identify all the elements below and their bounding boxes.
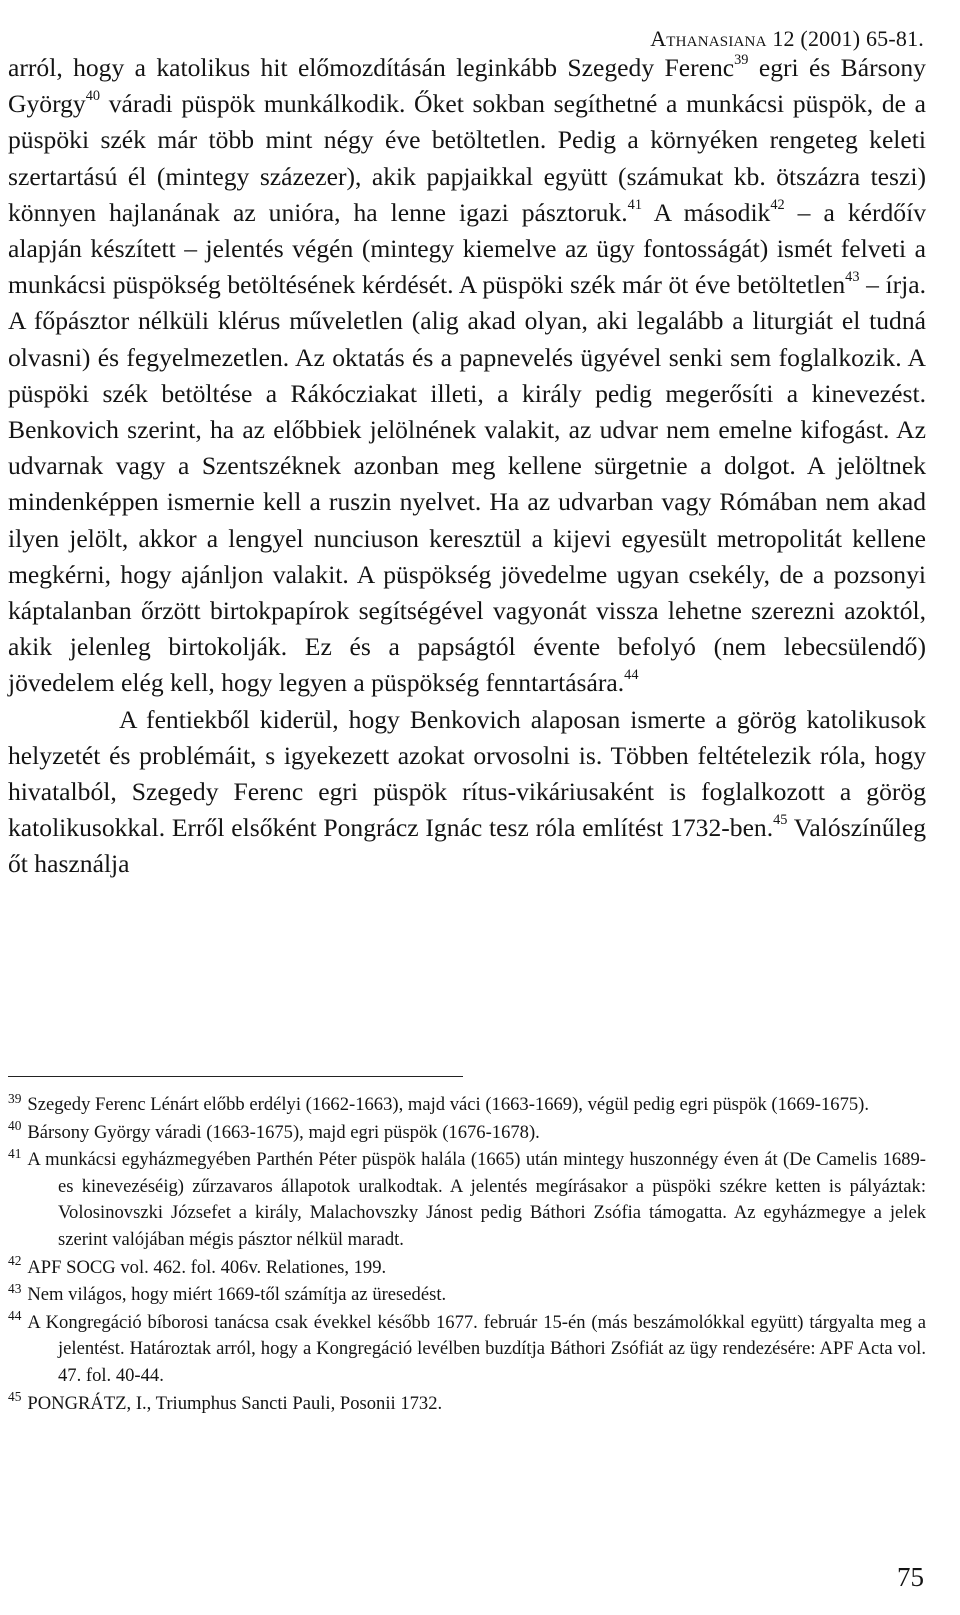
footnote-number: 42 [8,1253,22,1269]
text-run: – írja. A főpásztor nélküli klérus műveletlen (alig akad olyan, aki legalább a liturgiát el tudná olvasni) és fegyelmezetlen. Az oktatás és a papnevelés ügyével senki sem foglalkozik. A püspöki szék betöltése a Rákócziakat illeti, a király pedig megerősíti a kinevezést. Benkovich szerint, ha az előbbiek jelölnének valakit, az udvar nem emelne kifogást. Az udvarnak vagy a Szentszéknek azonban meg kellene sürgetnie a dolgot. A jelöltnek mindenképpen ismernie kell a ruszin nyelvet. Ha az udvarban vagy Rómában nem akad ilyen jelölt, akkor a lengyel nunciuson keresztül a kijevi egyesült metropolitát kellene megkérni, hogy ajánljon valakit. A püspökség jövedelme ugyan csekély, de a pozsonyi káptalanban őrzött birtokpapírok segítségével vagyonát vissza lehetne szerezni azoktól, akik jelenleg birtokolják. Ez és a papságtól évente befolyó (nem lebecsülendő) jövedelem elég kell, hogy legyen a püspökség fenntartására. [8,270,926,698]
footnote-41 [8,1147,926,1253]
footnotes [8,1092,926,1418]
text-run: A fentiekből kiderül, hogy Benkovich alaposan ismerte a görög katolikusok helyzetét és problémáit, s igyekezett azokat orvosolni is. Többen feltételezik róla, hogy hivatalból, Szegedy Ferenc egri püspök rítus-vikáriusaként is foglalkozott a görög katolikusokkal. Erről elsőként Pongrácz Ignác tesz róla említést 1732-ben. [8,704,926,843]
running-header [650,26,924,52]
footnote-ref-39[interactable]: 39 [734,51,749,68]
footnote-text: APF SOCG vol. 462. fol. 406v. Relationes, 199. [27,1256,387,1278]
footnote-number: 44 [8,1308,22,1324]
footnote-42 [8,1255,926,1282]
footnote-number: 39 [8,1090,22,1106]
text-run: egri és Bársony György [8,53,926,119]
footnote-45 [8,1391,926,1418]
footnote-40 [8,1120,926,1147]
footnote-separator [8,1076,463,1077]
footnote-ref-44[interactable]: 44 [624,667,639,684]
text-run: arról, hogy a katolikus hit előmozdításán leginkább Szegedy Ferenc [8,53,735,82]
footnote-text: PONGRÁTZ, I., Triumphus Sancti Pauli, Posonii 1732. [27,1392,443,1414]
footnote-number: 43 [8,1280,22,1296]
journal-initial: A [650,26,667,51]
footnote-ref-41[interactable]: 41 [627,196,642,213]
footnote-text: Szegedy Ferenc Lénárt előbb erdélyi (1662-1663), majd váci (1663-1669), végül pedig egri püspök (1669-1675). [27,1094,870,1115]
footnote-number: 40 [8,1118,22,1134]
text-run: – a kérdőív alapján készített – jelentés végén (mintegy kiemelve az ügy fontosságát) ismét felveti a munkácsi püspökség betöltésének kérdését. A püspöki szék már öt éve betöltetlen [8,197,926,300]
footnote-ref-42[interactable]: 42 [770,196,785,213]
journal-name-rest: thanasiana [666,26,767,51]
paragraph-1 [8,50,926,702]
footnote-text: Bársony György váradi (1663-1675), majd egri püspök (1676-1678). [27,1121,540,1143]
footnote-text: Nem világos, hogy miért 1669-től számítja az üresedést. [27,1284,447,1306]
footnote-39 [8,1092,926,1119]
footnote-text: A munkácsi egyházmegyében Parthén Péter püspök halála (1665) után mintegy huszonnégy éven át (De Camelis 1689-es kinevezéséig) zűrzavaros állapotok uralkodtak. A jelentés megírásakor a püspöki székre ketten is pályáztak: Volosinovszki Józsefet a király, Malachovszky Jánost pedig Báthori Zsófia támogatta. Az egyházmegye a jelek szerint valójában mégis pásztor nélkül maradt. [27,1149,926,1250]
main-text [8,50,926,883]
footnote-number: 45 [8,1389,22,1405]
footnote-44 [8,1310,926,1390]
journal-issue: 12 (2001) 65-81. [772,26,924,51]
page-number: 75 [897,1562,924,1592]
text-run: A második [641,197,771,227]
footnote-43 [8,1282,926,1309]
footnote-ref-45[interactable]: 45 [773,812,788,829]
footnote-ref-43[interactable]: 43 [845,269,860,286]
footnote-text: A Kongregáció bíborosi tanácsa csak évekkel később 1677. február 15-én (más beszámolókkal együtt) tárgyalta meg a jelentést. Határoztak arról, hogy a Kongregáció levélben buzdítja Báthori Zsófiát az ügy rendezésére: APF Acta vol. 47. fol. 40-44. [27,1311,926,1386]
footnote-ref-40[interactable]: 40 [85,88,101,105]
footnote-number: 41 [8,1145,22,1161]
paragraph-2 [8,702,926,883]
text-run: Valószínűleg őt használja [8,813,926,879]
text-run: váradi püspök munkálkodik. Őket sokban segíthetné a munkácsi püspök, de a püspöki szék már több mint négy éve betöltetlen. Pedig a környéken rengeteg keleti szertartású él (mintegy százezer), akik papjaikkal együtt (számukat kb. ötszázra teszi) könnyen hajlanának az unióra, ha lenne igazi pásztoruk. [8,89,926,227]
